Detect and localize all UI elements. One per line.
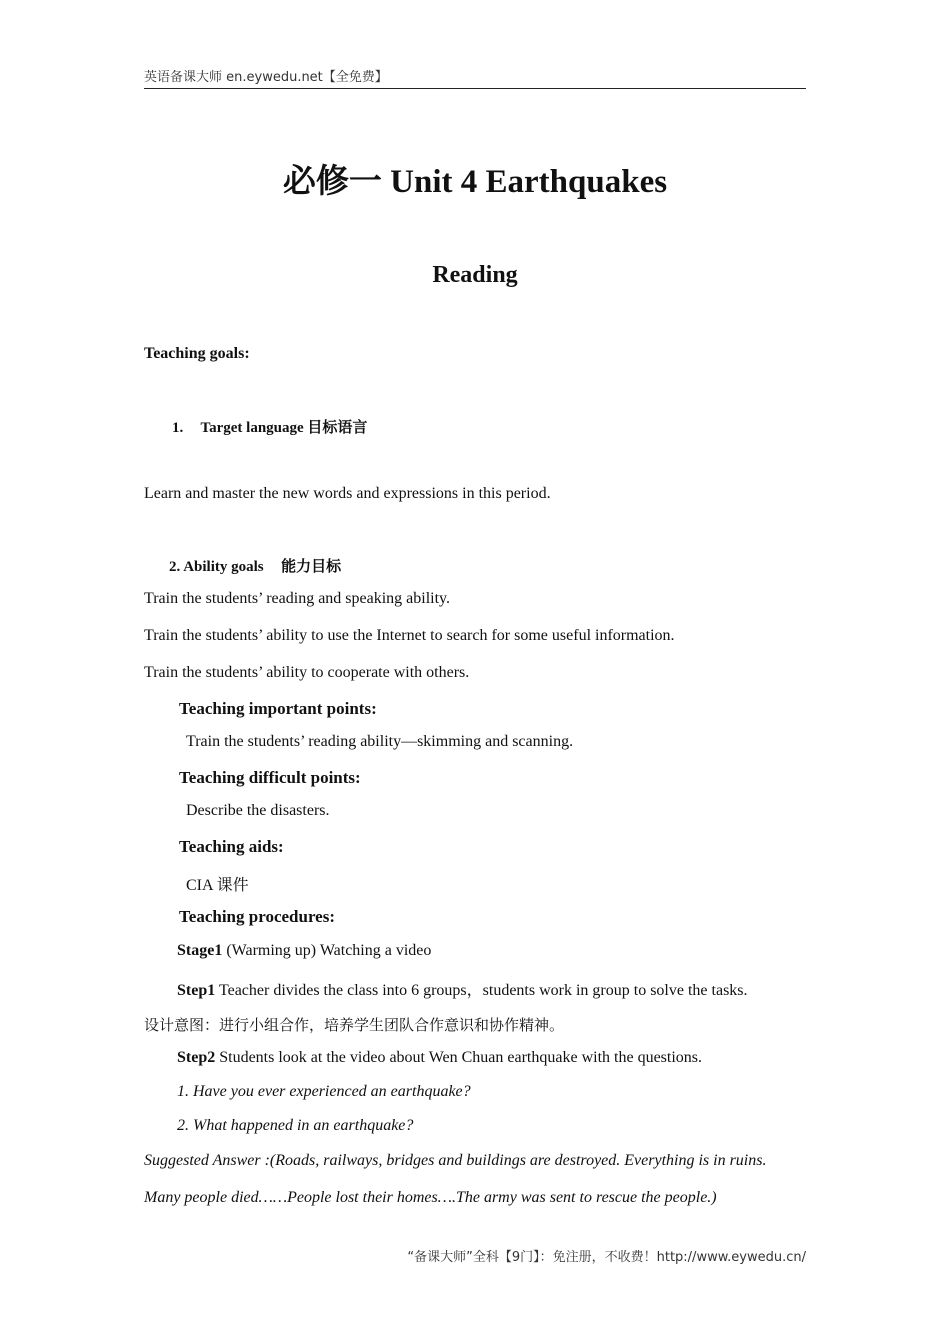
ability-line-3: Train the students’ ability to cooperate with others. <box>144 664 470 681</box>
page-footer: “备课大师”全科【9门】：免注册，不收费！http://www.eywedu.cn/ <box>407 1250 806 1265</box>
goal-1-label: Target language 目标语言 <box>200 420 368 436</box>
step-2-line <box>177 1049 702 1067</box>
procedures-heading: Teaching procedures: <box>179 907 336 926</box>
teaching-aids-heading: Teaching aids: <box>179 837 284 856</box>
question-1: 1. Have you ever experienced an earthquake? <box>177 1083 471 1100</box>
ability-line-2: Train the students’ ability to use the Internet to search for some useful information. <box>144 627 675 644</box>
goal-1-heading <box>172 416 367 437</box>
step-1-text: Teacher divides the class into 6 groups，students work in group to solve the tasks. <box>215 982 748 999</box>
ability-line-1: Train the students’ reading and speaking ability. <box>144 590 451 607</box>
step-1-line <box>177 977 748 1000</box>
goal-2-number: 2. <box>169 559 181 575</box>
suggested-answer-line-2: Many people died……People lost their homes….The army was sent to rescue the people.) <box>144 1189 717 1206</box>
goal-2-label: Ability goals <box>183 559 264 575</box>
stage-1-text: (Warming up) Watching a video <box>222 942 432 959</box>
difficult-points-text: Describe the disasters. <box>186 802 330 819</box>
step-2-text: Students look at the video about Wen Chuan earthquake with the questions. <box>215 1049 703 1066</box>
suggested-answer-line-1: Suggested Answer :(Roads, railways, bridges and buildings are destroyed. Everything is in ruins. <box>144 1152 767 1169</box>
teaching-goals-heading: Teaching goals: <box>144 345 250 362</box>
section-subtitle: Reading <box>432 262 518 288</box>
goal-1-number: 1. <box>172 420 184 436</box>
step-1-label: Step1 <box>177 982 216 999</box>
goal-2-heading <box>169 555 341 576</box>
goal-2-label-cn: 能力目标 <box>281 557 342 575</box>
important-points-heading: Teaching important points: <box>179 699 377 718</box>
step-2-label: Step2 <box>177 1049 216 1066</box>
teaching-aids-text: CIA 课件 <box>186 877 249 894</box>
stage-1-line <box>177 942 431 960</box>
page-header: 英语备课大师 en.eywedu.net【全免费】 <box>144 66 806 89</box>
design-intent-text: 设计意图：进行小组合作，培养学生团队合作意识和协作精神。 <box>144 1016 565 1034</box>
important-points-text: Train the students’ reading ability—skimming and scanning. <box>186 733 574 750</box>
goal-1-text: Learn and master the new words and expressions in this period. <box>144 485 551 502</box>
question-2: 2. What happened in an earthquake? <box>177 1117 414 1134</box>
document-title: 必修一 Unit 4 Earthquakes <box>282 164 668 200</box>
difficult-points-heading: Teaching difficult points: <box>179 768 361 787</box>
stage-1-label: Stage1 <box>177 942 223 959</box>
